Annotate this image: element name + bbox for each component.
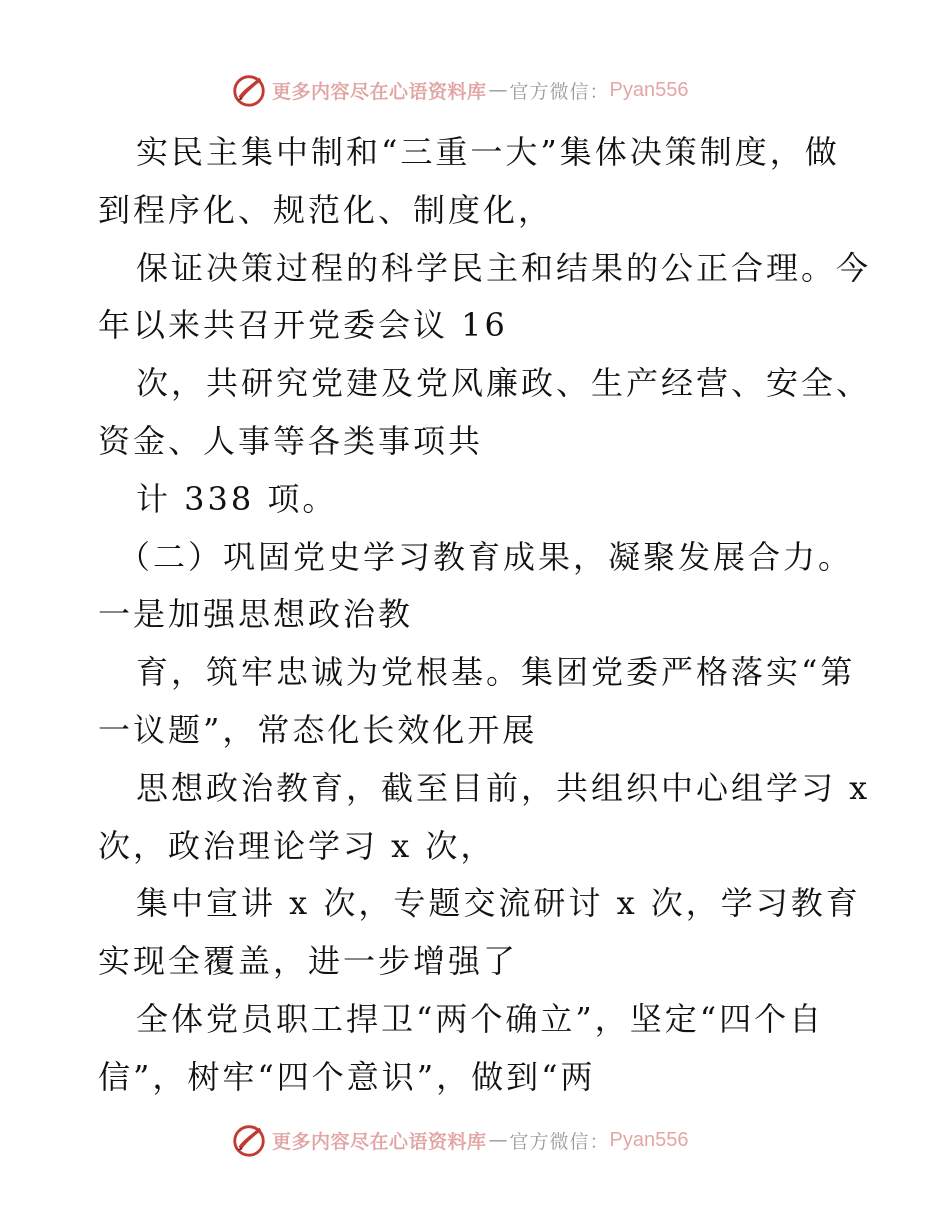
watermark-dash: — [488,1129,508,1151]
text-line: 年以来共召开党委会议 16 [98,306,508,345]
text-line: 资金、人事等各类事项共 [98,421,484,460]
text-line: 集中宣讲 x 次，专题交流研讨 x 次，学习教育 [136,884,861,923]
text-line: 到程序化、规范化、制度化， [98,190,554,229]
watermark-official-label: 官方微信： [509,1130,610,1153]
text-line: 育，筑牢忠诚为党根基。集团党委严格落实“第 [136,653,856,692]
watermark-dash: — [488,79,508,101]
text-line: 保证决策过程的科学民主和结果的公正合理。今 [136,248,872,287]
watermark-footer [230,1120,750,1160]
watermark-main-text: 更多内容尽在心语资料库 [272,1130,487,1153]
text-line: 全体党员职工捍卫“两个确立”，坚定“四个自 [136,999,825,1038]
text-line: 思想政治教育，截至目前，共组织中心组学习 x [136,768,871,807]
section-heading-line: （二）巩固党史学习教育成果，凝聚发展合力。 [118,537,854,576]
text-line: 信”，树牢“四个意识”，做到“两 [98,1057,596,1096]
watermark-official-label: 官方微信： [509,80,610,103]
text-line: 实现全覆盖，进一步增强了 [98,942,519,981]
watermark-main-text: 更多内容尽在心语资料库 [272,80,487,103]
text-line: 计 338 项。 [136,479,338,518]
watermark-header [230,70,750,110]
document-body [98,124,872,1107]
text-line: 次，政治理论学习 x 次， [98,826,496,865]
text-line: 次，共研究党建及党风廉政、生产经营、安全、 [136,364,872,403]
pen-logo-icon [230,71,268,109]
text-line: 一议题”，常态化长效化开展 [98,710,538,749]
watermark-wechat-id: Pyan556 [609,78,689,101]
text-line: 实民主集中制和“三重一大”集体决策制度，做 [136,133,840,171]
watermark-wechat-id: Pyan556 [609,1128,689,1151]
pen-logo-icon [230,1121,268,1159]
text-line: 一是加强思想政治教 [98,595,414,634]
